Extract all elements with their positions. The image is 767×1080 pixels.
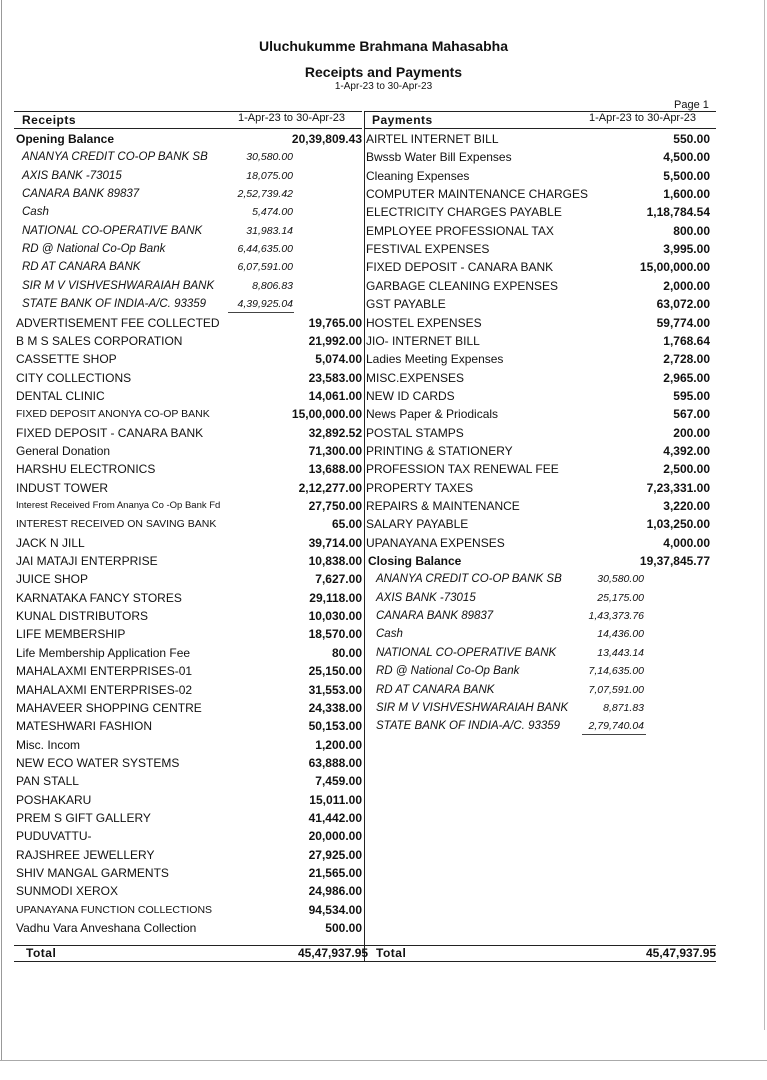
closing-balance-item-label: SIR M V VISHVESHWARAIAH BANK [376,701,569,714]
payment-row-label: PROFESSION TAX RENEWAL FEE [366,462,559,477]
receipt-row-amount: 39,714.00 [308,535,362,550]
opening-balance-item-label: STATE BANK OF INDIA-A/C. 93359 [22,298,207,311]
opening-balance-item [16,295,362,313]
receipt-row-amount: 20,000.00 [308,829,362,844]
receipt-row-amount: 18,570.00 [308,627,362,642]
payment-row-amount: 15,00,000.00 [639,260,710,275]
closing-balance-item-label: AXIS BANK -73015 [376,591,476,604]
receipt-row-amount: 7,627.00 [315,572,362,587]
receipt-row [16,809,362,827]
header-bottom-line-left [14,128,362,129]
receipt-row-amount: 2,12,277.00 [298,480,362,495]
opening-balance-row-label: Opening Balance [16,132,115,146]
receipt-row [16,442,362,460]
payment-row [366,534,710,552]
receipt-row [16,387,362,405]
header-bottom-line-right [365,128,716,129]
opening-balance-item-amount: 6,44,635.00 [237,243,293,256]
receipt-row-amount: 63,888.00 [308,755,362,770]
opening-balance-item-label: SIR M V VISHVESHWARAIAH BANK [22,279,215,292]
opening-balance-item-amount: 6,07,591.00 [237,261,293,274]
receipt-row [16,552,362,570]
payment-row-amount: 1,600.00 [663,187,710,202]
closing-balance-item [368,570,710,588]
payment-row [366,240,710,258]
receipt-row [16,754,362,772]
payment-row-label: HOSTEL EXPENSES [366,315,482,330]
closing-balance-item-amount: 2,79,740.04 [588,720,644,733]
receipts-total-amount: 45,47,937.95 [298,946,369,960]
payment-row-label: NEW ID CARDS [366,388,455,403]
payment-row [366,295,710,313]
page-edge-right [764,0,765,1030]
closing-balance-item [368,717,710,735]
receipt-row-label: INTEREST RECEIVED ON SAVING BANK [16,518,217,531]
payment-row-label: AIRTEL INTERNET BILL [366,132,499,146]
payment-row-amount: 567.00 [673,407,710,422]
payment-row-amount: 800.00 [673,223,710,238]
opening-balance-item-amount: 2,52,739.42 [237,188,293,201]
payment-row-label: GARBAGE CLEANING EXPENSES [366,278,559,293]
payment-row-label: ELECTRICITY CHARGES PAYABLE [366,205,562,220]
receipt-row-amount: 24,986.00 [308,884,362,899]
receipt-row [16,772,362,790]
payment-row-amount: 4,000.00 [663,535,710,550]
opening-balance-item-label: AXIS BANK -73015 [22,169,122,182]
receipt-row-amount: 13,688.00 [308,462,362,477]
receipt-row-label: General Donation [16,443,111,458]
opening-balance-row [16,130,362,148]
receipt-row-amount: 10,838.00 [308,554,362,569]
payment-row [366,497,710,515]
closing-balance-item-amount: 8,871.83 [603,701,644,714]
opening-balance-item-label: RD @ National Co-Op Bank [22,243,166,256]
receipt-row-label: LIFE MEMBERSHIP [16,627,126,642]
receipt-row-amount: 25,150.00 [308,664,362,679]
closing-balance-item-label: Cash [376,628,403,641]
receipt-row-amount: 14,061.00 [308,388,362,403]
receipt-row [16,791,362,809]
payment-row-label: GST PAYABLE [366,297,446,312]
receipt-row [16,699,362,717]
receipt-row [16,919,362,937]
receipt-row-amount: 1,200.00 [315,737,362,752]
payment-row-amount: 63,072.00 [656,297,710,312]
receipt-row [16,570,362,588]
receipt-row [16,350,362,368]
receipt-row-amount: 65.00 [331,517,362,532]
receipt-row [16,717,362,735]
closing-balance-item-label: RD AT CANARA BANK [376,683,495,696]
receipt-row-amount: 23,583.00 [308,370,362,385]
opening-balance-item-amount: 31,983.14 [246,224,293,237]
receipt-row-label: KUNAL DISTRIBUTORS [16,609,149,624]
receipt-row [16,625,362,643]
receipt-row-label: Misc. Incom [16,737,81,752]
closing-balance-item-label: STATE BANK OF INDIA-A/C. 93359 [376,720,561,733]
receipt-row-amount: 29,118.00 [309,590,362,605]
opening-balance-item-label: RD AT CANARA BANK [22,261,141,274]
payments-period-header: 1-Apr-23 to 30-Apr-23 [589,112,696,124]
payment-row-label: MISC.EXPENSES [366,370,465,385]
payment-row-label: EMPLOYEE PROFESSIONAL TAX [366,223,554,238]
receipt-row [16,332,362,350]
payment-row [366,350,710,368]
receipt-row [16,479,362,497]
payment-row-amount: 550.00 [673,132,710,146]
payment-row-amount: 5,500.00 [663,168,710,183]
report-title: Receipts and Payments [304,64,463,80]
receipt-row [16,827,362,845]
organization-name: Uluchukumme Brahmana Mahasabha [259,38,508,54]
receipt-row [16,497,362,515]
receipt-row-label: ADVERTISEMENT FEE COLLECTED [16,315,220,330]
receipt-row-label: B M S SALES CORPORATION [16,333,183,348]
receipt-row-label: CITY COLLECTIONS [16,370,132,385]
payment-row-label: UPANAYANA EXPENSES [366,535,505,550]
payment-row [366,369,710,387]
payment-row [366,148,710,166]
receipt-row-label: PREM S GIFT GALLERY [16,810,151,825]
opening-balance-item [16,203,362,221]
payment-row [366,203,710,221]
opening-balance-subtotal-line [228,312,294,313]
receipt-row-label: MAHALAXMI ENTERPRISES-01 [16,664,193,679]
receipt-row [16,864,362,882]
payment-row [366,258,710,276]
receipt-row-label: JUICE SHOP [16,572,89,587]
closing-balance-subtotal-line [582,734,646,735]
opening-balance-item [16,148,362,166]
payment-row-label: REPAIRS & MAINTENANCE [366,499,520,513]
receipt-row [16,901,362,919]
payments-header: Payments [372,113,433,127]
closing-balance-item-amount: 1,43,373.76 [588,610,644,623]
receipt-row-amount: 19,765.00 [308,315,362,330]
receipt-row [16,589,362,607]
closing-balance-item-amount: 14,436.00 [597,628,644,641]
payment-row-amount: 200.00 [673,425,710,440]
payment-row-amount: 2,500.00 [663,462,710,477]
opening-balance-item-amount: 30,580.00 [246,151,293,164]
opening-balance-item-label: ANANYA CREDIT CO-OP BANK SB [22,151,208,164]
receipt-row-amount: 10,030.00 [308,609,362,624]
payment-row-amount: 2,728.00 [663,352,710,367]
receipt-row-label: UPANAYANA FUNCTION COLLECTIONS [16,903,213,916]
closing-balance-item-amount: 7,14,635.00 [588,665,644,678]
payment-row-label: Cleaning Expenses [366,168,470,183]
receipt-row-label: JACK N JILL [16,535,85,550]
closing-balance-item-amount: 13,443.14 [597,646,644,659]
receipt-row [16,607,362,625]
receipts-total-label: Total [26,946,57,960]
receipt-row-label: HARSHU ELECTRONICS [16,462,156,477]
receipt-row-label: MAHALAXMI ENTERPRISES-02 [16,682,193,697]
opening-balance-item [16,258,362,276]
receipt-row-label: FIXED DEPOSIT - CANARA BANK [16,425,204,440]
receipts-period-header: 1-Apr-23 to 30-Apr-23 [238,112,345,124]
receipt-row [16,369,362,387]
opening-balance-item [16,277,362,295]
receipt-row [16,314,362,332]
payment-row-amount: 7,23,331.00 [646,480,710,495]
receipt-row-amount: 24,338.00 [308,700,362,715]
receipt-row-amount: 50,153.00 [308,719,362,734]
payment-row [366,424,710,442]
receipt-row-amount: 80.00 [331,645,362,660]
report-period: 1-Apr-23 to 30-Apr-23 [334,81,433,92]
receipt-row-amount: 500.00 [325,921,362,936]
receipt-row-label: NEW ECO WATER SYSTEMS [16,755,180,770]
payments-total-label: Total [376,946,407,960]
receipt-row-amount: 7,459.00 [315,774,362,789]
payment-row-label: PROPERTY TAXES [366,480,474,495]
payment-row [366,167,710,185]
receipt-row-amount: 32,892.52 [308,425,362,440]
receipt-row-label: Vadhu Vara Anveshana Collection [16,921,197,936]
page-number: Page 1 [674,99,709,111]
payment-row-amount: 3,995.00 [663,242,710,257]
receipt-row [16,882,362,900]
closing-balance-item-label: CANARA BANK 89837 [376,610,494,623]
column-divider [364,111,365,961]
receipt-row-label: JAI MATAJI ENTERPRISE [16,554,158,569]
receipt-row-label: INDUST TOWER [16,480,109,495]
payment-row [366,442,710,460]
payment-row-amount: 2,965.00 [663,370,710,385]
payment-row [366,515,710,533]
payment-row-label: FESTIVAL EXPENSES [366,242,490,257]
receipt-row [16,405,362,423]
opening-balance-row-amount: 20,39,809.43 [291,132,362,146]
receipt-row-label: SUNMODI XEROX [16,884,119,899]
payment-row-amount: 4,500.00 [663,150,710,165]
opening-balance-item [16,167,362,185]
payment-row-amount: 1,768.64 [663,333,710,348]
payment-row-amount: 59,774.00 [656,315,710,330]
closing-balance-item [368,589,710,607]
receipt-row-label: MAHAVEER SHOPPING CENTRE [16,700,202,715]
receipt-row-amount: 71,300.00 [308,443,362,458]
payment-row [366,130,710,148]
closing-balance-row-label: Closing Balance [368,554,462,569]
payment-row-label: Bwssb Water Bill Expenses [366,150,512,165]
payment-row-amount: 595.00 [673,388,710,403]
total-bottom-line [14,961,716,962]
payment-row-label: News Paper & Priodicals [366,407,499,422]
page-edge-left [1,0,2,1060]
closing-balance-item [368,681,710,699]
payment-row [366,460,710,478]
receipt-row-amount: 15,011.00 [309,792,362,807]
payment-row-amount: 3,220.00 [663,499,710,513]
receipt-row-label: MATESHWARI FASHION [16,719,153,734]
payment-row-amount: 1,03,250.00 [646,517,710,532]
closing-balance-item [368,699,710,717]
opening-balance-item-label: Cash [22,206,49,219]
closing-balance-item [368,607,710,625]
closing-balance-item [368,644,710,662]
payment-row-amount: 1,18,784.54 [646,205,710,220]
receipt-row [16,515,362,533]
payment-row [366,185,710,203]
receipt-row-label: Interest Received From Ananya Co -Op Bank Fd [16,500,221,511]
closing-balance-item-amount: 30,580.00 [597,573,644,586]
receipt-row-amount: 21,565.00 [308,866,362,880]
opening-balance-item-label: NATIONAL CO-OPERATIVE BANK [22,224,203,237]
closing-balance-item [368,662,710,680]
closing-balance-item-amount: 25,175.00 [597,591,644,604]
opening-balance-item [16,222,362,240]
closing-balance-item-amount: 7,07,591.00 [588,683,644,696]
receipt-row [16,846,362,864]
receipt-row [16,681,362,699]
closing-balance-row [368,552,710,570]
payment-row [366,277,710,295]
receipt-row-label: CASSETTE SHOP [16,352,117,367]
payment-row-label: FIXED DEPOSIT - CANARA BANK [366,260,554,275]
opening-balance-item-label: CANARA BANK 89837 [22,188,140,201]
payment-row-label: PRINTING & STATIONERY [366,443,513,458]
receipt-row [16,460,362,478]
closing-balance-row-amount: 19,37,845.77 [639,554,710,569]
receipt-row-label: Life Membership Application Fee [16,645,191,660]
closing-balance-item-label: RD @ National Co-Op Bank [376,665,520,678]
receipt-row-amount: 27,925.00 [308,847,362,862]
closing-balance-item-label: ANANYA CREDIT CO-OP BANK SB [376,573,562,586]
opening-balance-item-amount: 5,474.00 [252,206,293,219]
receipt-row-label: SHIV MANGAL GARMENTS [16,866,169,880]
opening-balance-item-amount: 8,806.83 [252,279,293,292]
receipt-row-label: POSHAKARU [16,792,92,807]
opening-balance-item [16,240,362,258]
closing-balance-item-label: NATIONAL CO-OPERATIVE BANK [376,646,557,659]
receipt-row-amount: 21,992.00 [308,333,362,348]
receipt-row-label: RAJSHREE JEWELLERY [16,847,155,862]
receipt-row-label: PAN STALL [16,774,79,789]
receipts-header: Receipts [22,113,77,127]
receipt-row-amount: 15,00,000.00 [291,407,362,422]
receipt-row-label: DENTAL CLINIC [16,388,105,403]
opening-balance-item-amount: 18,075.00 [246,169,293,182]
payment-row [366,479,710,497]
opening-balance-item-amount: 4,39,925.04 [237,298,293,311]
payment-row-label: JIO- INTERNET BILL [366,333,480,348]
receipt-row-label: FIXED DEPOSIT ANONYA CO-OP BANK [16,408,210,421]
payment-row [366,222,710,240]
receipt-row-amount: 94,534.00 [308,902,362,917]
receipt-row-amount: 5,074.00 [315,352,362,367]
payment-row-label: Ladies Meeting Expenses [366,352,504,367]
receipt-row [16,736,362,754]
receipt-row-amount: 31,553.00 [308,682,362,697]
payment-row-amount: 4,392.00 [663,443,710,458]
receipt-row-amount: 27,750.00 [308,499,362,513]
payment-row-label: SALARY PAYABLE [366,517,469,532]
receipt-row-label: PUDUVATTU- [16,829,92,844]
payment-row-label: COMPUTER MAINTENANCE CHARGES [366,187,589,202]
payment-row [366,332,710,350]
receipt-row-amount: 41,442.00 [308,810,362,825]
payment-row [366,405,710,423]
payment-row-amount: 2,000.00 [663,278,710,293]
payment-row [366,314,710,332]
payment-row-label: POSTAL STAMPS [366,425,464,440]
page-edge-bottom [0,1060,767,1061]
receipt-row-label: KARNATAKA FANCY STORES [16,590,182,605]
opening-balance-item [16,185,362,203]
payment-row [366,387,710,405]
closing-balance-item [368,625,710,643]
receipt-row [16,424,362,442]
receipt-row [16,662,362,680]
receipt-row [16,644,362,662]
payments-total-amount: 45,47,937.95 [646,946,717,960]
receipt-row [16,534,362,552]
